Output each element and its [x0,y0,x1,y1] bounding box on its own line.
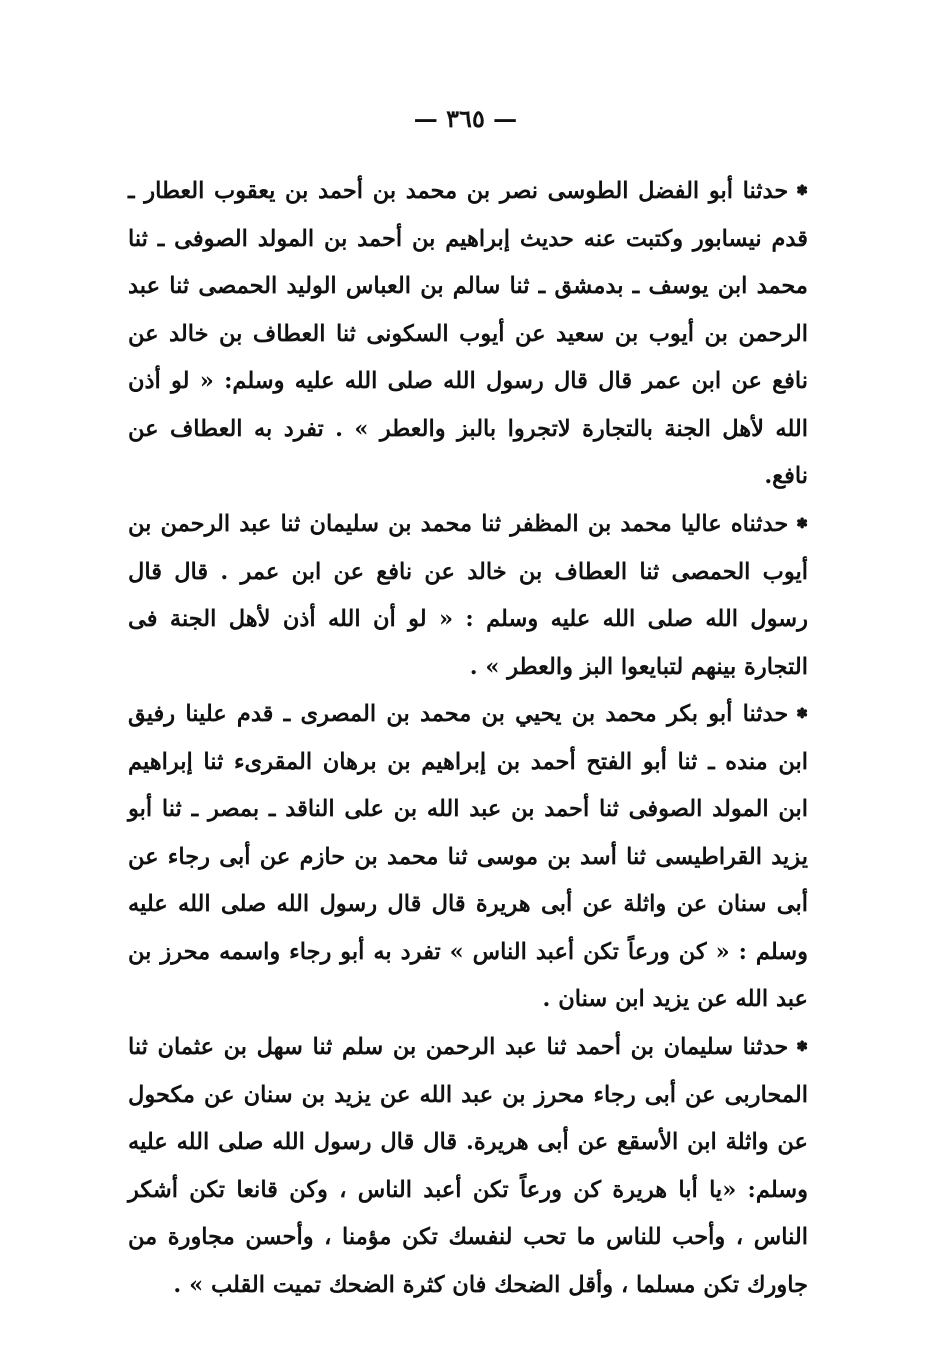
hadith-paragraph-3 [128,691,808,1024]
paragraph-text: حدثنا أبو الفضل الطوسى نصر بن محمد بن أحمد بن يعقوب العطار ـ قدم نيسابور وكتبت عنه حديث إبراهيم بن أحمد بن المولد الصوفى ـ ثنا محمد ابن يوسف ـ بدمشق ـ ثنا سالم بن العباس الوليد الحمصى ثنا عبد الرحمن بن أيوب بن سعيد عن أيوب السكونى ثنا العطاف بن خالد عن نافع عن ابن عمر قال قال رسول الله صلى الله عليه وسلم: « لو أذن الله لأهل الجنة بالتجارة لاتجروا بالبز والعطر » . تفرد به العطاف عن نافع. [128,178,808,490]
bullet-asterisk-icon: ✽ [796,1039,808,1055]
hadith-paragraph-1 [128,168,808,501]
bullet-asterisk-icon: ✽ [796,516,808,532]
paragraph-text: حدثنا أبو بكر محمد بن يحيي بن محمد بن المصرى ـ قدم علينا رفيق ابن منده ـ ثنا أبو الفتح أحمد بن إبراهيم بن برهان المقرىء ثنا إبراهيم ابن المولد الصوفى ثنا أحمد بن عبد الله بن على الناقد ـ بمصر ـ ثنا أبو يزيد القراطيسى ثنا أسد بن موسى ثنا محمد بن حازم عن أبى رجاء عن أبى سنان عن واثلة عن أبى هريرة قال قال رسول الله صلى الله عليه وسلم : « كن ورعاً تكن أعبد الناس » تفرد به أبو رجاء واسمه محرز بن عبد الله عن يزيد ابن سنان . [128,701,808,1013]
hadith-paragraph-4 [128,1024,808,1309]
paragraph-text: حدثناه عاليا محمد بن المظفر ثنا محمد بن سليمان ثنا عبد الرحمن بن أيوب الحمصى ثنا العطاف بن خالد عن نافع عن ابن عمر . قال قال رسول الله صلى الله عليه وسلم : « لو أن الله أذن لأهل الجنة فى التجارة بينهم لتبايعوا البز والعطر » . [128,510,808,680]
paragraph-text: حدثنا سليمان بن أحمد ثنا عبد الرحمن بن سلم ثنا سهل بن عثمان ثنا المحاربى عن أبى رجاء محرز بن عبد الله عن يزيد بن سنان عن مكحول عن واثلة ابن الأسقع عن أبى هريرة. قال قال رسول الله صلى الله عليه وسلم: «يا أبا هريرة كن ورعاً تكن أعبد الناس ، وكن قانعا تكن أشكر الناس ، وأحب للناس ما تحب لنفسك تكن مؤمنا ، وأحسن مجاورة من جاورك تكن مسلما ، وأقل الضحك فان كثرة الضحك تميت القلب » . [128,1033,808,1298]
hadith-paragraph-2 [128,501,808,691]
bullet-asterisk-icon: ✽ [796,706,808,723]
hadith-text-block [128,168,808,1309]
page-number: — ٣٦٥ — [413,104,518,133]
bullet-asterisk-icon: ✽ [796,183,808,200]
